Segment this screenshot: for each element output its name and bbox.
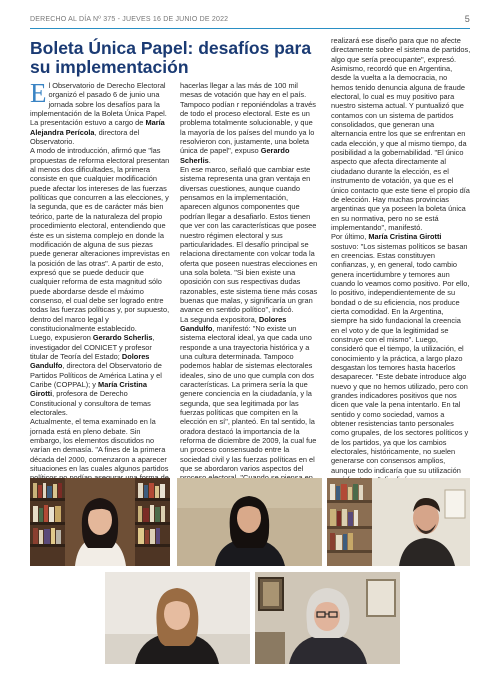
speaker-name: Dolores Gandulfo xyxy=(180,314,287,333)
paragraph: Asimismo, recordó que en Argentina, desde la vuelta a la democracia, no hemos tenido denuncia alguna de fraude electoral, lo cual es muy positivo para nuestro sistema actual. Y puntualizó que contamos con un sistema de partidos consolidados, que generan una alternancia entre los que se enfrentan en cada elección, y que al mismo tiempo, da posibilidad a la gobernabilidad. "El único aspecto que afecta directamente al ciudadano durante la elección, es el instrumento de votación, ya que es el único contacto que este tiene el propio día de elección. Hay muchas provincias argentinas que ya poseen la boleta única en su normativa, pero no se está implementando", manifestó. xyxy=(331,64,470,232)
page-number: 5 xyxy=(464,14,470,24)
article-column-2 xyxy=(180,81,320,511)
text-run: , directora del Observatorio de Partidos Políticos de América Latina y el Caribe (COPPAL); y xyxy=(30,361,162,389)
publication-line: DERECHO AL DÍA Nº 375 - JUEVES 16 DE JUNIO DE 2022 xyxy=(30,16,229,23)
text-run: sostuvo: "Los sistemas políticos se basan en creencias. Estas constituyen confianzas, y, en general, todo cambio genera incertidumbre y temores aun cuando lo veamos como positivo. Por ello, lo positivo, independientemente de su bondad o de su eficiencia, nos produce cierta comodidad. En la Argentina, siempre ha sido fundacional la creencia en el voto y de que la legitimidad se construye con el mismo". Luego, consideró que el tiempo, la utilización, el conocimiento y la práctica, a largo plazo desgastan los temores hasta hacerlos desaparecer. "Este debate introduce algo nuevo y que no hemos utilizado, pero con grandes indicadores positivos que nos dicen que vale la pena intentarlo. En tal sentido y como sociedad, vamos a obtener resistencias tanto personales como grupales, de los sectores políticos y de los partidos, ya que los cambios electorales, históricamente, no suelen generarse con consensos amplios, aunque todo indicaría que su utilización xyxy=(331,241,470,475)
speaker-photo-bookshelf xyxy=(30,478,170,566)
speaker-name: María Cristina Girotti xyxy=(30,380,147,399)
home-office-scene-image xyxy=(327,478,470,566)
speaker-photo-framed-pictures xyxy=(255,572,400,664)
article-title: Boleta Única Papel: desafíos para su implementación xyxy=(30,38,312,77)
text-run: , profesora de Derecho Constitucional y consultora de temas electorales. xyxy=(30,389,151,418)
page-header xyxy=(30,16,470,28)
speaker-name: Gerardo Scherlis xyxy=(92,333,153,343)
header-rule xyxy=(30,28,470,29)
speaker-photo-light-room xyxy=(105,572,250,664)
text-run: , manifestó: "No existe un sistema electoral ideal, ya que cada uno responde a una trayectoria histórica y a una cultura determinada. Tampoco podemos hablar de sistemas electorales ideales, sino de uno que cumpla con dos características. La primera sería la que genere conciencia en la ciudadanía, y la segunda, que sea legitimada por las fuerzas políticas que compiten en la elección en sí", planteó. En tal sentido, la oradora destacó la importancia de la reforma de diciembre de 2009, la cual fue un proceso consensuado entre la sociedad civil y las fuerzas políticas en el que se abordaron varios aspectos del xyxy=(180,323,317,474)
paragraph xyxy=(180,81,320,165)
paragraph: Actualmente, el tema examinado en la jornada está en pleno debate. Sin embargo, los elementos discutidos no varían en demasía. "A fines de la primera década del 2000, comenzaron a aparecer situaciones en las cuales algunos partidos xyxy=(30,417,169,474)
beige-wall-scene-image xyxy=(177,478,322,566)
text-run: . xyxy=(208,155,211,165)
article-column-1 xyxy=(30,78,170,501)
text-run: Luego, expusieron xyxy=(30,333,93,343)
paragraph xyxy=(331,232,471,484)
paragraph xyxy=(30,78,170,147)
text-run: Por último, xyxy=(331,232,369,242)
light-room-scene-image xyxy=(105,572,250,664)
speaker-photo-beige-wall xyxy=(177,478,322,566)
speaker-photo-home-office xyxy=(327,478,470,566)
text-run: l Observatorio de Derecho Electoral organizó el pasado 6 de junio una jornada sobre los desafíos para la implementación de la Boleta Única Papel. La presentación estuvo a cargo de xyxy=(30,81,167,128)
speaker-name: Gerardo Scherlis xyxy=(180,146,290,165)
drop-cap: E xyxy=(30,78,47,108)
article-column-3 xyxy=(331,36,471,485)
text-run: hacerlas llegar a las más de 100 mil mesas de votación que hay en el país. Tampoco podían r reponiéndolas a través de todo el proceso electoral. Este es un problema totalmente solucionable, y que la mayoría de los países del mundo ya lo resolvieron con, justamente, una boleta única de papel", expuso xyxy=(180,81,316,156)
paragraph xyxy=(30,333,170,417)
speaker-name: María Cristina Girotti xyxy=(368,232,442,242)
text-run: , directora del Observatorio. xyxy=(30,127,140,147)
paragraph: A modo de introducción, afirmó que "las propuestas de reforma electoral presentan al menos dos dificultades, la primera consiste en que cualquier modificación puede afectar los intereses de las fuerzas políticas que concurren a las elecciones, y la segunda, que es de carácter más bien teórico, parte de la naturaleza del propio procedimiento electoral, entendiendo que éste es un sistema complejo en donde la modificación de alguna de sus piezas puede generar alteraciones imprevistas en la posición de las otras". A partir de esto, expresó que se puede deducir que cualquier reforma de esta magnitud sólo puede abordarse desde el máximo consenso, el cual debe ser logrado entre todas las fuerzas políticas y, por supuesto, dentro del marco legal y constitucionalmente establecido. xyxy=(30,146,170,333)
framed-pictures-scene-image xyxy=(255,572,400,664)
bookshelf-scene-image xyxy=(30,478,170,566)
text-run: La segunda expositora, xyxy=(180,314,259,324)
video-call-collage xyxy=(30,478,470,670)
paragraph: realizará ese diseño para que no afecte directamente sobre el sistema de partidos, algo que sería preocupante", expresó. xyxy=(331,36,471,64)
paragraph: En ese marco, señaló que cambiar este sistema representa una gran ventaja en diversas cuestiones, aunque cuando pensamos en la implementación, aparecen algunos componentes que podrían llegar a desafiarlo. Estos tienen que ver con las características que posee nuestro régimen electoral y sus particularidades. El desafío principal se relaciona directamente con volcar toda la oferta que poseen nuestras elecciones en una sola boleta. "Si bien existe una oposición con sus respectivas dudas razonables, este sistema tiene más cosas buenas que malas, y significaría un gran avance en sentido político", indicó. xyxy=(180,165,318,315)
speaker-name: María Alejandra Perícola xyxy=(30,118,165,137)
text-run: , investigador del CONICET y profesor titular de Teoría del Estado; xyxy=(30,333,155,361)
speaker-name: Dolores Gandulfo xyxy=(30,351,150,371)
